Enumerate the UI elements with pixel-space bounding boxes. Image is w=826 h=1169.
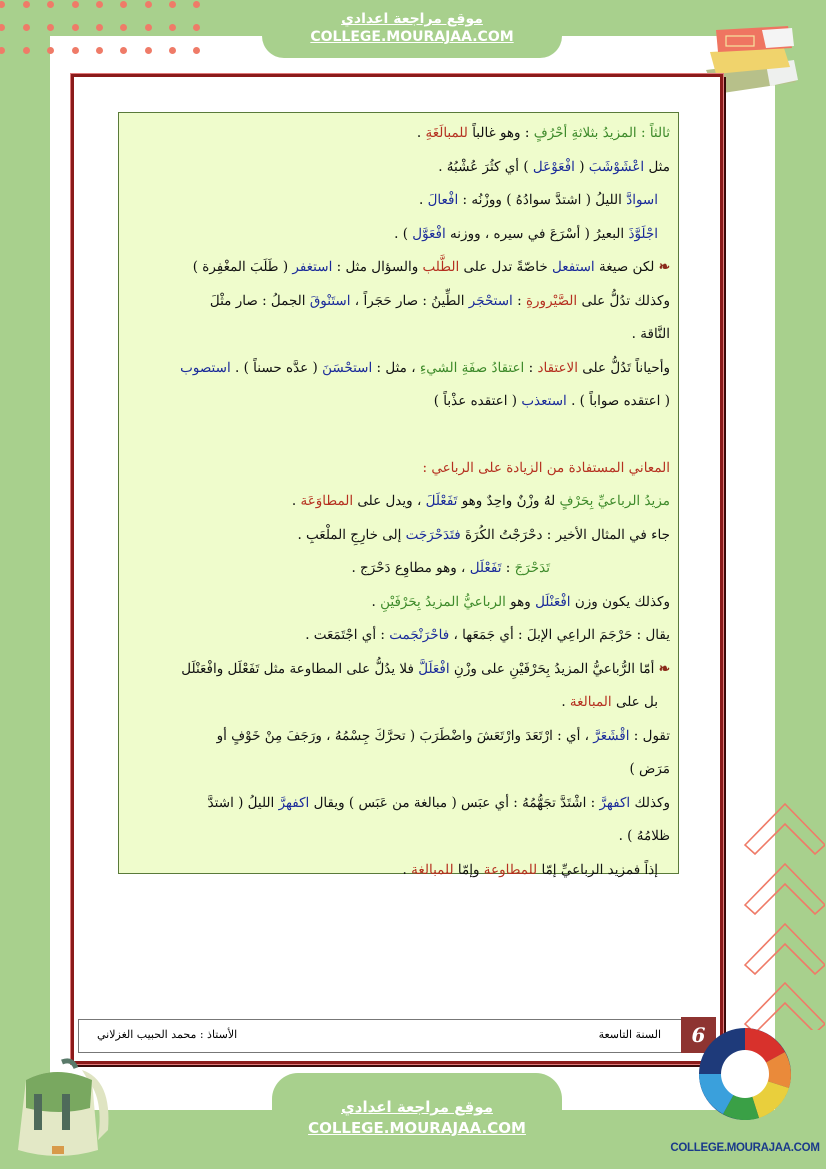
line-note-istafala: ❧ لكن صيغة استفعل خاصّةً تدل على الطَّلب والسؤال مثل : استغفر ( طَلَبَ المغْفِرة )	[192, 259, 670, 275]
grade-label: السنة التاسعة	[598, 1028, 661, 1041]
line-heading-third: ثالثاً : المزيدُ بثلاثةِ أحْرُفٍ : وهو غالباً للمبالَغَةِ .	[416, 125, 670, 141]
line-ifanlala: وكذلك يكون وزن افْعَنْلَل وهو الرباعيُّ المزيدُ بِحَرْفَيْنِ .	[371, 593, 670, 610]
fleuron-bullet-icon: ❧	[658, 660, 670, 677]
line-example-3: اجْلَوَّذَ البعيرُ ( أسْرَعَ في سيره ، ووزنه افْعَوَّل ) .	[394, 225, 658, 242]
line-itiqad-cont: ( اعتقده صواباً ) . استعذب ( اعتقده عذْباً )	[433, 393, 670, 409]
page-frame	[71, 74, 723, 1064]
site-url: COLLEGE.MOURAJAA.COM	[308, 1119, 526, 1137]
line-ikfahharra: وكذلك اكفهرَّ : اشْتَدَّ تجَهُّمُهُ : أي عبَس ( مبالغة من عَبَس ) ويقال اكفهرَّ الليلُ ( اشتدَّ	[207, 794, 670, 811]
line-last-example: جاء في المثال الأخير : دحْرَجْتُ الكُرَةَ فتَدَحْرَجَت إلى خارِجِ الملْعَبِ .	[297, 526, 670, 543]
site-name-ar: موقع مراجعة اعدادي	[341, 11, 483, 27]
site-name-ar: موقع مراجعة اعدادي	[341, 1098, 493, 1116]
line-harjama: يقال : حَرْجَمَ الراعِي الإبلَ : أي جَمَعَها ، فاحْرَنْجَمت : أي اجْتَمَعَت .	[305, 627, 670, 643]
page-number: 6	[681, 1017, 716, 1053]
line-one-letter: مزيدُ الرباعيِّ بِحَرْفٍ لهُ وزْنٌ واحِدٌ وهو تَفَعْلَلَ ، ويدل على المطاوَعَة .	[291, 493, 670, 509]
line-example-2: اسوادَّ الليلُ ( اشتدَّ سوادُهُ ) ووزْنُه : افْعالَ .	[419, 192, 658, 208]
site-link-top[interactable]	[262, 10, 562, 46]
teacher-name: الأستاذ : محمد الحبيب الغزلاني	[97, 1028, 238, 1041]
line-note-ifalalla: ❧ أمّا الرُّباعيُّ المزيدُ بِحَرْفَيْنِ على وزْنِ افْعَلَلَّ فلا يدُلُّ على المطاوعة مثل تَفَعْلَل وافْعَنْلَل	[181, 660, 670, 677]
fleuron-bullet-icon: ❧	[658, 259, 670, 275]
line-iqsharra-cont: مَرَض )	[629, 761, 670, 777]
line-conclusion: إذاً فمزيد الرباعيِّ إمّا للمطاوعة وإمّا للمبالغة .	[402, 861, 658, 878]
site-url: COLLEGE.MOURAJAA.COM	[310, 29, 514, 45]
line-tadahraja: تَدَحْرَجَ : تَفَعْلَل ، وهو مطاوِع دَحْرَج .	[351, 560, 550, 576]
backpack-icon	[12, 1058, 112, 1168]
site-banner-bottom[interactable]	[272, 1073, 562, 1169]
line-ikfahharra-cont: ظلامُهُ ) .	[618, 828, 670, 844]
line-mubalagha: بل على المبالغة .	[561, 694, 658, 710]
logo-caption: COLLEGE.MOURAJAA.COM	[670, 1142, 820, 1154]
college-mourajaa-logo-icon	[697, 1022, 793, 1134]
site-banner-top[interactable]	[262, 0, 562, 58]
line-itiqad: وأحياناً تَدُلُّ على الاعتقاد : اعتقادُ صفَةِ الشيءِ ، مثل : استحْسَنَ ( عدَّه حسناً ) . استصوب	[180, 359, 670, 376]
site-link-bottom[interactable]	[272, 1097, 562, 1139]
section-heading-quadrilateral: المعاني المستفادة من الزيادة على الرباعي :	[422, 459, 670, 476]
page-footer	[78, 1019, 684, 1053]
line-sayrura-cont: النَّاقة .	[631, 326, 670, 342]
line-example-1: مثل اعْشَوْشَبَ ( افْعَوْعَل ) أي كثُرَ عُشْبُهُ .	[438, 158, 670, 175]
chevron-up-decor-icon	[735, 790, 825, 1030]
left-green-strip	[0, 0, 50, 1169]
lesson-content	[118, 112, 679, 878]
line-sayrura: وكذلك تدُلُّ على الصَّيْرورةِ : استحْجَر الطِّينُ : صار حَجَراً ، استَنْوقَ الجملُ : صار مثْلَ	[209, 292, 670, 309]
line-iqsharra: تقول : اقْشَعَرَّ ، أي : ارْتَعَدَ وارْتَعَشَ واضْطَرَبَ ( تحرَّكَ جِسْمُهُ ، ورَجَفَ مِنْ خَوْفٍ أو	[216, 727, 670, 744]
